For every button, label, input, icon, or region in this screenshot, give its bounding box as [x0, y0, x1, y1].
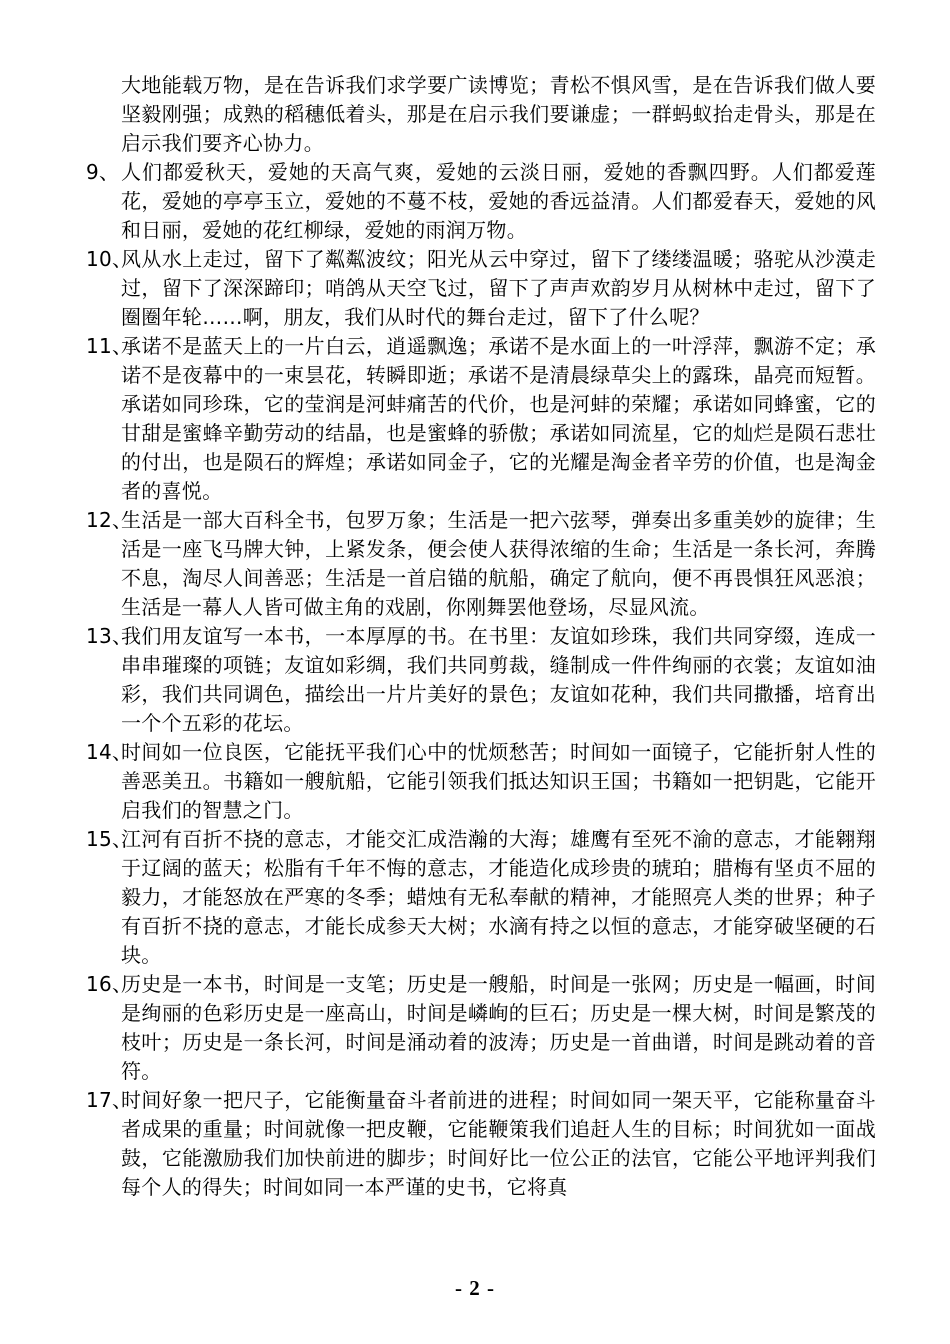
numbered-item-10: [86, 245, 876, 332]
document-body: [86, 71, 876, 1202]
item-text: 人们都爱秋天，爱她的天高气爽，爱她的云淡日丽，爱她的香飘四野。人们都爱莲花，爱她的亭亭玉立，爱她的不蔓不枝，爱她的香远益清。人们都爱春天，爱她的风和日丽，爱她的花红柳绿，爱她的雨润万物。: [121, 160, 876, 242]
item-number: 9、: [86, 160, 120, 184]
paragraph-continuation: [86, 71, 876, 158]
numbered-item-13: [86, 622, 876, 738]
item-text: 生活是一部大百科全书，包罗万象；生活是一把六弦琴，弹奏出多重美妙的旋律；生活是一座飞马牌大钟，上紧发条，便会使人获得浓缩的生命；生活是一条长河，奔腾不息，淘尽人间善恶；生活是一首启锚的航船，确定了航向，便不再畏惧狂风恶浪；生活是一幕人人皆可做主角的戏剧，你刚舞罢他登场，尽显风流。: [121, 508, 876, 619]
item-number: 17、: [86, 1088, 133, 1112]
item-number: 11、: [86, 334, 133, 358]
item-text: 风从水上走过，留下了粼粼波纹；阳光从云中穿过，留下了缕缕温暖；骆驼从沙漠走过，留下了深深蹄印；哨鸽从天空飞过，留下了声声欢韵岁月从树林中走过，留下了圈圈年轮……啊，朋友，我们从时代的舞台走过，留下了什么呢？: [121, 247, 876, 329]
item-number: 14、: [86, 740, 133, 764]
item-text: 历史是一本书，时间是一支笔；历史是一艘船，时间是一张网；历史是一幅画，时间是绚丽的色彩历史是一座高山，时间是嶙峋的巨石；历史是一棵大树，时间是繁茂的枝叶；历史是一条长河，时间是涌动着的波涛；历史是一首曲谱，时间是跳动着的音符。: [121, 972, 876, 1083]
numbered-item-12: [86, 506, 876, 622]
item-text: 时间好象一把尺子，它能衡量奋斗者前进的进程；时间如同一架天平，它能称量奋斗者成果的重量；时间就像一把皮鞭，它能鞭策我们追赶人生的目标；时间犹如一面战鼓，它能激励我们加快前进的脚步；时间好比一位公正的法官，它能公平地评判我们每个人的得失；时间如同一本严谨的史书，它将真: [121, 1088, 876, 1199]
numbered-item-16: [86, 970, 876, 1086]
page-number: - 2 -: [455, 1276, 495, 1300]
item-text: 时间如一位良医，它能抚平我们心中的忧烦愁苦；时间如一面镜子，它能折射人性的善恶美丑。书籍如一艘航船，它能引领我们抵达知识王国；书籍如一把钥匙，它能开启我们的智慧之门。: [121, 740, 876, 822]
numbered-item-14: [86, 738, 876, 825]
numbered-item-9: [86, 158, 876, 245]
numbered-item-17: [86, 1086, 876, 1202]
item-number: 12、: [86, 508, 133, 532]
numbered-item-11: [86, 332, 876, 506]
item-number: 15、: [86, 827, 133, 851]
item-text: 江河有百折不挠的意志，才能交汇成浩瀚的大海；雄鹰有至死不渝的意志，才能翱翔于辽阔的蓝天；松脂有千年不悔的意志，才能造化成珍贵的琥珀；腊梅有坚贞不屈的毅力，才能怒放在严寒的冬季；蜡烛有无私奉献的精神，才能照亮人类的世界；种子有百折不挠的意志，才能长成参天大树；水滴有持之以恒的意志，才能穿破坚硬的石块。: [121, 827, 876, 967]
item-number: 13、: [86, 624, 133, 648]
item-number: 10、: [86, 247, 133, 271]
item-text: 我们用友谊写一本书，一本厚厚的书。在书里：友谊如珍珠，我们共同穿缀，连成一串串璀璨的项链；友谊如彩绸，我们共同剪裁，缝制成一件件绚丽的衣裳；友谊如油彩，我们共同调色，描绘出一片片美好的景色；友谊如花种，我们共同撒播，培育出一个个五彩的花坛。: [121, 624, 876, 735]
item-text: 承诺不是蓝天上的一片白云，逍遥飘逸；承诺不是水面上的一叶浮萍，飘游不定；承诺不是夜幕中的一束昙花，转瞬即逝；承诺不是清晨绿草尖上的露珠，晶亮而短暂。承诺如同珍珠，它的莹润是河蚌痛苦的代价，也是河蚌的荣耀；承诺如同蜂蜜，它的甘甜是蜜蜂辛勤劳动的结晶，也是蜜蜂的骄傲；承诺如同流星，它的灿烂是陨石悲壮的付出，也是陨石的辉煌；承诺如同金子，它的光耀是淘金者辛劳的价值，也是淘金者的喜悦。: [121, 334, 876, 503]
item-number: 16、: [86, 972, 133, 996]
item-text: 大地能载万物，是在告诉我们求学要广读博览；青松不惧风雪，是在告诉我们做人要坚毅刚强；成熟的稻穗低着头，那是在启示我们要谦虚；一群蚂蚁抬走骨头，那是在启示我们要齐心协力。: [121, 73, 876, 155]
numbered-item-15: [86, 825, 876, 970]
